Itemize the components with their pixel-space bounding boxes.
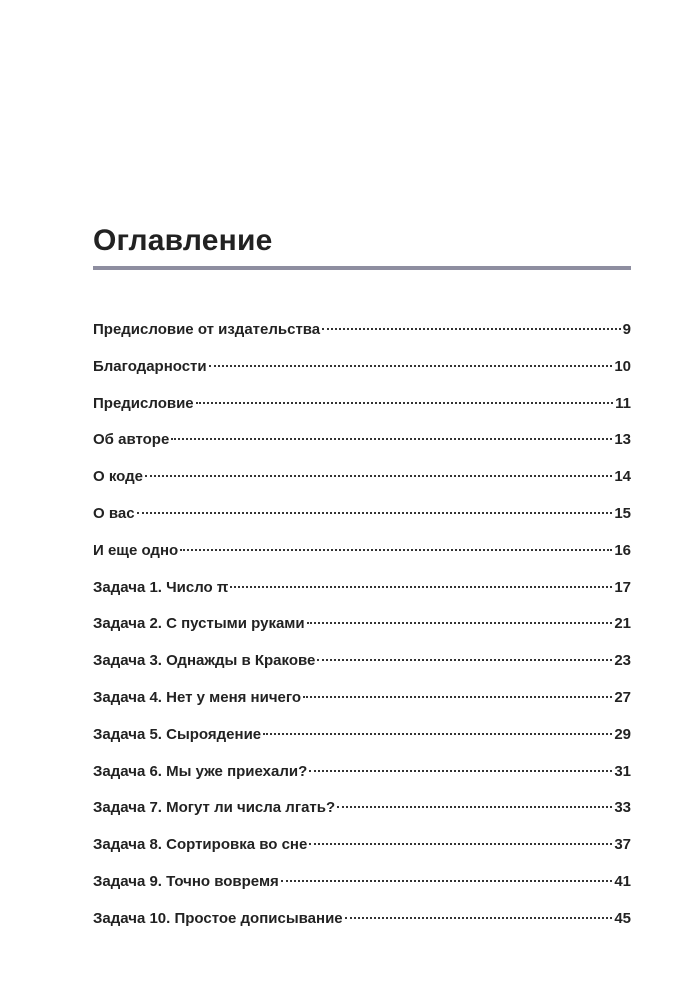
toc-entry-label: Задача 10. Простое дописывание (93, 909, 343, 927)
toc-entry-page: 17 (614, 578, 631, 596)
toc-entry[interactable] (93, 651, 631, 688)
toc-entry-page: 45 (614, 909, 631, 927)
dot-leader (196, 402, 613, 404)
dot-leader (309, 770, 612, 772)
toc-entry-label: О вас (93, 504, 135, 522)
toc-entry-label: Предисловие от издательства (93, 321, 321, 338)
toc-entry[interactable] (93, 430, 631, 467)
toc-entry-label: Задача 1. Число π (93, 578, 229, 596)
toc-entry-label: Задача 5. Сыроядение (93, 725, 262, 743)
dot-leader (303, 696, 612, 698)
dot-leader (145, 475, 612, 477)
dot-leader (322, 328, 621, 330)
toc-entry[interactable] (93, 762, 631, 799)
toc-entry-label: И еще одно (93, 541, 179, 559)
toc-entry-page: 21 (614, 615, 631, 633)
toc-entry-label: О коде (93, 468, 143, 486)
toc-entry-page: 41 (614, 872, 631, 890)
toc-entry[interactable] (93, 725, 631, 762)
toc-entry[interactable] (93, 394, 631, 431)
dot-leader (137, 512, 613, 514)
toc-entry[interactable] (93, 614, 631, 651)
toc-entry[interactable] (93, 467, 631, 504)
toc-entry-page: 13 (614, 431, 631, 449)
toc-list (93, 320, 631, 946)
toc-entry-page: 27 (614, 688, 631, 706)
toc-entry-page: 15 (614, 504, 631, 522)
dot-leader (263, 733, 612, 735)
toc-entry-label: Задача 9. Точно вовремя (93, 872, 279, 890)
toc-entry-page: 33 (614, 799, 631, 817)
toc-entry-label: Задача 8. Сортировка во сне (93, 836, 308, 854)
page-title: Оглавление (93, 224, 273, 257)
toc-entry-label: Благодарности (93, 357, 207, 375)
dot-leader (337, 806, 612, 808)
toc-entry-label: Задача 4. Нет у меня ничего (93, 688, 302, 706)
toc-entry-label: Задача 7. Могут ли числа лгать? (93, 799, 336, 817)
toc-entry[interactable] (93, 578, 631, 615)
dot-leader (230, 586, 612, 588)
dot-leader (317, 659, 612, 661)
toc-entry-page: 37 (614, 836, 631, 854)
toc-entry[interactable] (93, 541, 631, 578)
toc-entry-label: Задача 6. Мы уже приехали? (93, 762, 308, 780)
toc-entry[interactable] (93, 835, 631, 872)
toc-entry-label: Предисловие (93, 394, 194, 412)
dot-leader (307, 622, 613, 624)
toc-entry[interactable] (93, 320, 631, 357)
toc-entry-page: 9 (622, 321, 631, 338)
toc-entry[interactable] (93, 872, 631, 909)
dot-leader (171, 438, 612, 440)
toc-entry-label: Задача 3. Однажды в Кракове (93, 652, 316, 670)
dot-leader (309, 843, 612, 845)
title-divider (93, 266, 631, 270)
toc-entry-page: 16 (614, 541, 631, 559)
toc-entry[interactable] (93, 357, 631, 394)
toc-entry[interactable] (93, 909, 631, 946)
toc-entry-page: 29 (614, 725, 631, 743)
toc-entry-page: 31 (614, 762, 631, 780)
dot-leader (180, 549, 612, 551)
toc-entry-label: Задача 2. С пустыми руками (93, 615, 305, 633)
toc-entry[interactable] (93, 504, 631, 541)
toc-entry-page: 14 (614, 468, 631, 486)
toc-entry[interactable] (93, 688, 631, 725)
dot-leader (345, 917, 613, 919)
dot-leader (281, 880, 613, 882)
toc-entry[interactable] (93, 798, 631, 835)
toc-entry-page: 11 (615, 394, 631, 412)
toc-entry-page: 10 (614, 357, 631, 375)
toc-entry-label: Об авторе (93, 431, 170, 449)
toc-entry-page: 23 (614, 652, 631, 670)
dot-leader (209, 365, 613, 367)
